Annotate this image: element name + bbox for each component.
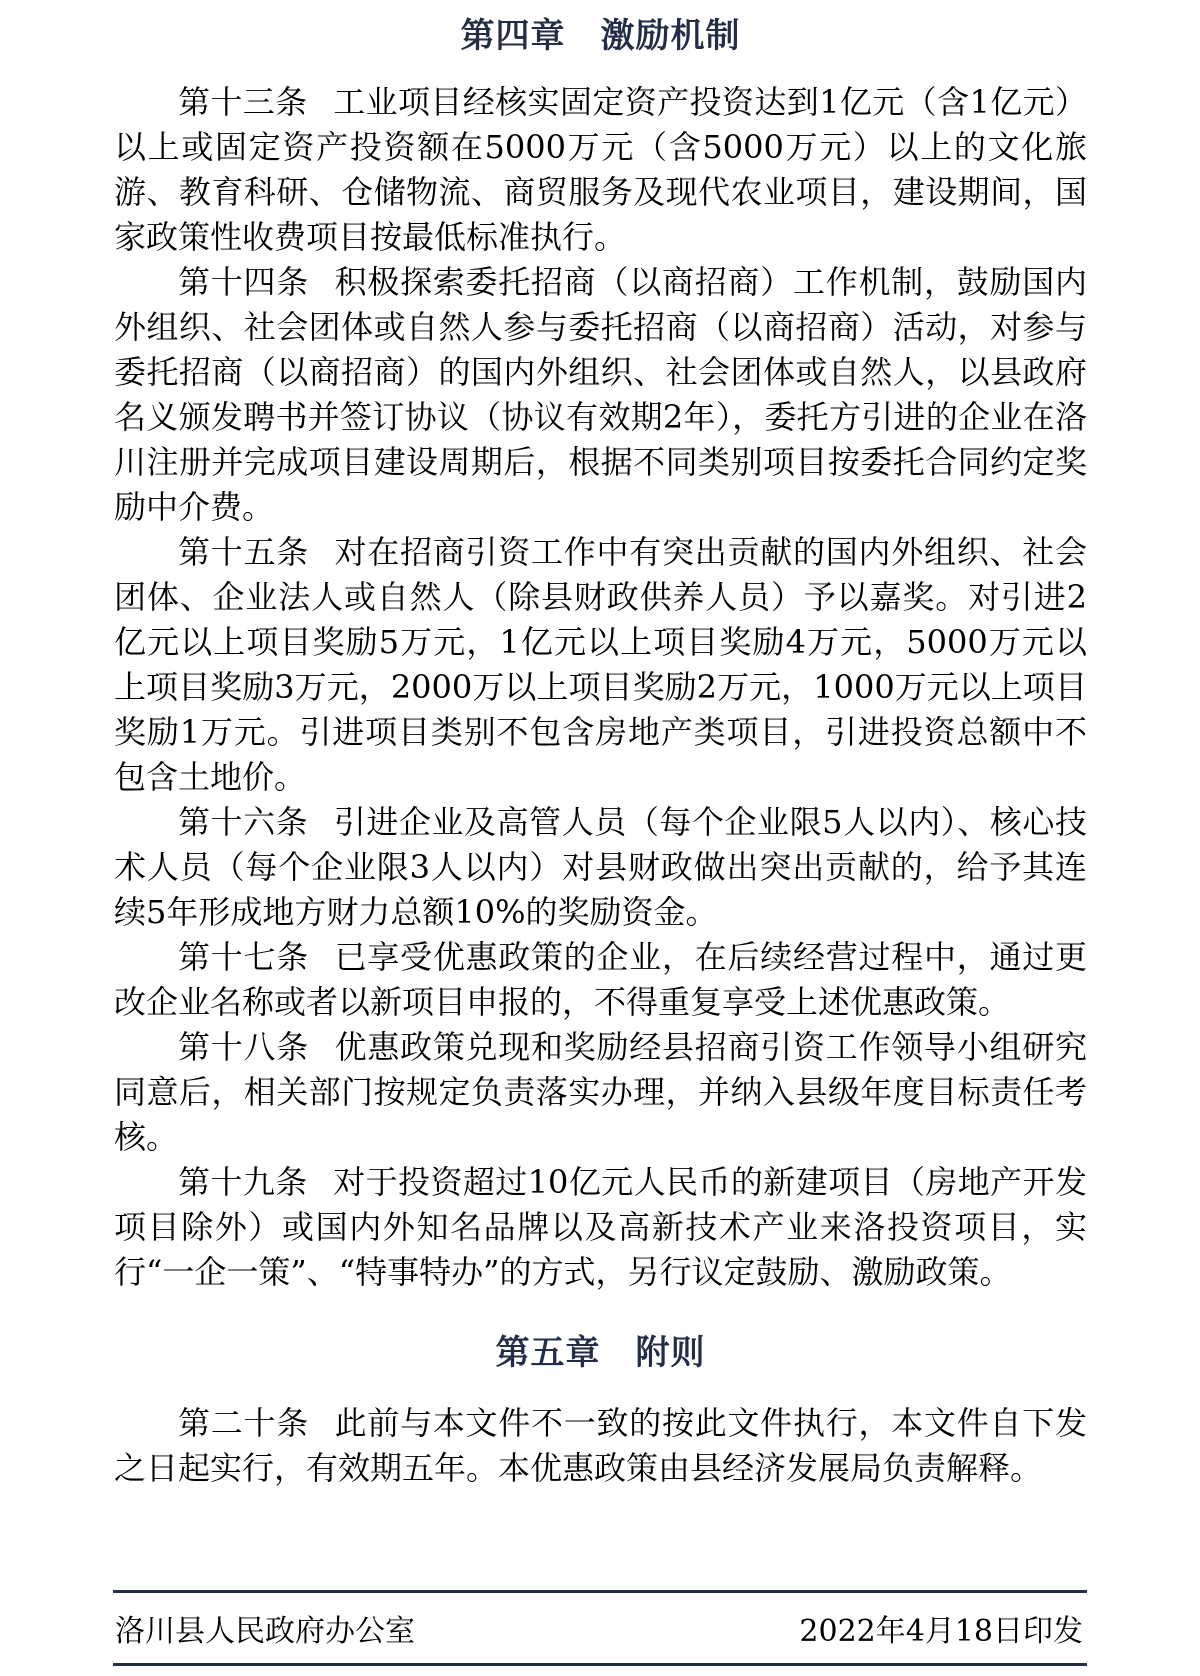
article-17-text: 已享受优惠政策的企业，在后续经营过程中，通过更改企业名称或者以新项目申报的，不得重复享受上述优惠政策。 [114,938,1087,1021]
article-20 [114,1401,1087,1491]
article-20-number: 第二十条 [178,1404,309,1442]
chapter-5-heading: 第五章 附则 [495,1334,706,1372]
article-18-text: 优惠政策兑现和奖励经县招商引资工作领导小组研究同意后，相关部门按规定负责落实办理，并纳入县级年度目标责任考核。 [114,1028,1087,1156]
article-14-text: 积极探索委托招商（以商招商）工作机制，鼓励国内外组织、社会团体或自然人参与委托招商（以商招商）活动，对参与委托招商（以商招商）的国内外组织、社会团体或自然人，以县政府名义颁发聘书并签订协议（协议有效期2年），委托方引进的企业在洛川注册并完成项目建设周期后，根据不同类别项目按委托合同约定奖励中介费。 [114,263,1087,526]
article-19-text: 对于投资超过10亿元人民币的新建项目（房地产开发项目除外）或国内外知名品牌以及高新技术产业来洛投资项目，实行“一企一策”、“特事特办”的方式，另行议定鼓励、激励政策。 [114,1163,1087,1291]
article-16-text: 引进企业及高管人员（每个企业限5人以内）、核心技术人员（每个企业限3人以内）对县财政做出突出贡献的，给予其连续5年形成地方财力总额10%的奖励资金。 [114,803,1087,931]
article-14 [114,260,1087,530]
article-13 [114,80,1087,260]
article-13-text: 工业项目经核实固定资产投资达到1亿元（含1亿元）以上或固定资产投资额在5000万元（含5000万元）以上的文化旅游、教育科研、仓储物流、商贸服务及现代农业项目，建设期间，国家政策性收费项目按最低标准执行。 [114,83,1087,256]
article-18 [114,1025,1087,1160]
article-19-number: 第十九条 [178,1163,308,1201]
article-19 [114,1160,1087,1295]
article-13-number: 第十三条 [178,83,308,121]
chapter-4-heading: 第四章 激励机制 [460,17,741,55]
article-16 [114,800,1087,935]
footer-print-date: 2022年4月18日印发 [799,1614,1083,1649]
article-17 [114,935,1087,1025]
article-15-number: 第十五条 [178,533,309,571]
article-15-text: 对在招商引资工作中有突出贡献的国内外组织、社会团体、企业法人或自然人（除县财政供养人员）予以嘉奖。对引进2亿元以上项目奖励5万元，1亿元以上项目奖励4万元，5000万元以上项目奖励3万元，2000万以上项目奖励2万元，1000万元以上项目奖励1万元。引进项目类别不包含房地产类项目，引进投资总额中不包含土地价。 [114,533,1087,796]
article-14-number: 第十四条 [178,263,309,301]
article-15 [114,530,1087,800]
article-16-number: 第十六条 [178,803,309,841]
article-20-text: 此前与本文件不一致的按此文件执行，本文件自下发之日起实行，有效期五年。本优惠政策由县经济发展局负责解释。 [114,1404,1087,1487]
article-18-number: 第十八条 [178,1028,309,1066]
page-footer [113,1590,1087,1666]
footer-issuer: 洛川县人民政府办公室 [115,1614,415,1649]
article-17-number: 第十七条 [178,938,309,976]
